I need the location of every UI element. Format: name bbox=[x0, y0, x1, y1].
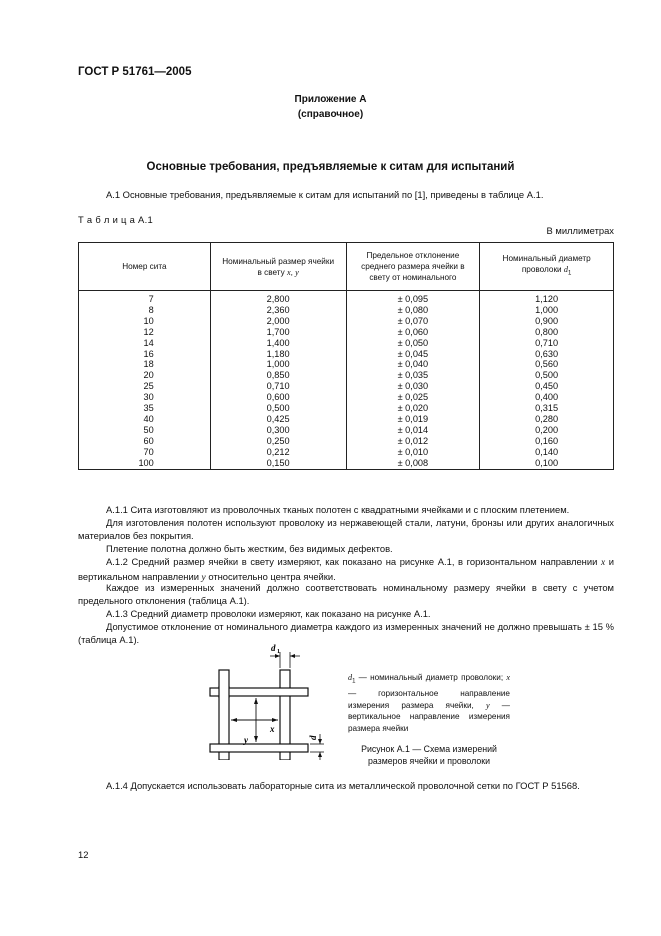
appendix-subtitle: (справочное) bbox=[297, 109, 364, 120]
section-title: Основные требования, предъявляемые к ситам для испытаний bbox=[146, 161, 515, 173]
intro-paragraph: А.1 Основные требования, предъявляемые к ситам для испытаний по [1], приведены в таблице А.1. bbox=[106, 189, 544, 200]
cell-mesh-size: 0,300 bbox=[210, 425, 346, 436]
paragraph-a12: А.1.2 Средний размер ячейки в свету измеряют, как показано на рисунке А.1, в горизонтальном направлении x и вертикальном направлении y относительно центра ячейки. bbox=[78, 556, 615, 583]
paragraph-a11: А.1.1 Сита изготовляют из проволочных тканых полотен с квадратными ячейками и с плоским плетением. bbox=[106, 504, 570, 515]
cell-tolerance: ± 0,010 bbox=[346, 447, 480, 458]
cell-sieve-number: 8 bbox=[79, 305, 211, 316]
cell-tolerance: ± 0,045 bbox=[346, 349, 480, 360]
document-code: ГОСТ Р 51761—2005 bbox=[78, 66, 192, 78]
cell-sieve-number: 20 bbox=[79, 370, 211, 381]
table-row bbox=[79, 338, 614, 349]
cell-wire-diameter: 0,500 bbox=[480, 370, 614, 381]
table-row bbox=[79, 458, 614, 469]
header-tolerance: Предельное отклонение среднего размера ячейки в свету от номинального bbox=[346, 243, 480, 291]
cell-wire-diameter: 0,200 bbox=[480, 425, 614, 436]
cell-sieve-number: 100 bbox=[79, 458, 211, 469]
table-row bbox=[79, 381, 614, 392]
table-header-row bbox=[79, 243, 614, 291]
paragraph-deviation: Допустимое отклонение от номинального диаметра каждого из измеренных значений не должно превышать ± 15 % (таблица А.1). bbox=[78, 621, 614, 645]
cell-tolerance: ± 0,060 bbox=[346, 327, 480, 338]
cell-wire-diameter: 0,800 bbox=[480, 327, 614, 338]
page-number: 12 bbox=[78, 849, 89, 860]
cell-wire-diameter: 0,710 bbox=[480, 338, 614, 349]
table-row bbox=[79, 349, 614, 360]
cell-wire-diameter: 0,160 bbox=[480, 436, 614, 447]
table-row bbox=[79, 436, 614, 447]
table-row bbox=[79, 414, 614, 425]
cell-sieve-number: 40 bbox=[79, 414, 211, 425]
cell-wire-diameter: 0,900 bbox=[480, 316, 614, 327]
table-row bbox=[79, 425, 614, 436]
cell-wire-diameter: 0,280 bbox=[480, 414, 614, 425]
paragraph-a13: А.1.3 Средний диаметр проволоки измеряют, как показано на рисунке А.1. bbox=[106, 608, 431, 619]
units-note: В миллиметрах bbox=[546, 225, 614, 236]
cell-sieve-number: 7 bbox=[79, 291, 211, 305]
d1-label-top: d bbox=[271, 643, 276, 653]
cell-wire-diameter: 0,140 bbox=[480, 447, 614, 458]
figure-legend: $d_1$ — номинальный диаметр проволоки; x — горизонтальное направление измерения размера ячейки, y — вертикальное направление измерения размера ячейки bbox=[348, 673, 510, 733]
paragraph-tolerance: Каждое из измеренных значений должно соответствовать номинальному размеру ячейки в свету с учетом предельного отклонения (таблица А.1). bbox=[78, 582, 614, 606]
cell-sieve-number: 60 bbox=[79, 436, 211, 447]
table-row bbox=[79, 316, 614, 327]
table-label: Т а б л и ц а А.1 bbox=[78, 214, 154, 225]
cell-mesh-size: 0,600 bbox=[210, 392, 346, 403]
table-row bbox=[79, 291, 614, 305]
cell-tolerance: ± 0,040 bbox=[346, 359, 480, 370]
cell-tolerance: ± 0,014 bbox=[346, 425, 480, 436]
cell-sieve-number: 70 bbox=[79, 447, 211, 458]
cell-mesh-size: 1,700 bbox=[210, 327, 346, 338]
cell-tolerance: ± 0,050 bbox=[346, 338, 480, 349]
appendix-title: Приложение А bbox=[294, 94, 367, 105]
cell-mesh-size: 0,710 bbox=[210, 381, 346, 392]
mesh-measurement-figure bbox=[200, 640, 330, 760]
cell-tolerance: ± 0,020 bbox=[346, 403, 480, 414]
x-label: x bbox=[270, 724, 275, 734]
cell-sieve-number: 18 bbox=[79, 359, 211, 370]
header-wire-diameter: Номинальный диаметр проволоки $d_1$ bbox=[480, 243, 614, 291]
cell-wire-diameter: 0,315 bbox=[480, 403, 614, 414]
sieve-table bbox=[78, 242, 614, 470]
cell-mesh-size: 2,000 bbox=[210, 316, 346, 327]
table-row bbox=[79, 403, 614, 414]
cell-mesh-size: 0,850 bbox=[210, 370, 346, 381]
cell-sieve-number: 35 bbox=[79, 403, 211, 414]
table-row bbox=[79, 359, 614, 370]
table-row bbox=[79, 447, 614, 458]
cell-mesh-size: 0,425 bbox=[210, 414, 346, 425]
cell-sieve-number: 16 bbox=[79, 349, 211, 360]
cell-tolerance: ± 0,095 bbox=[346, 291, 480, 305]
paragraph-materials: Для изготовления полотен используют проволоку из нержавеющей стали, латуни, бронзы или других аналогичных материалов без покрытия. bbox=[78, 517, 614, 541]
cell-tolerance: ± 0,030 bbox=[346, 381, 480, 392]
svg-text:1: 1 bbox=[277, 649, 280, 655]
cell-mesh-size: 1,000 bbox=[210, 359, 346, 370]
cell-wire-diameter: 1,000 bbox=[480, 305, 614, 316]
header-mesh-size: Номинальный размер ячейки в свету x, y bbox=[210, 243, 346, 291]
cell-tolerance: ± 0,080 bbox=[346, 305, 480, 316]
cell-tolerance: ± 0,008 bbox=[346, 458, 480, 469]
cell-tolerance: ± 0,012 bbox=[346, 436, 480, 447]
cell-tolerance: ± 0,025 bbox=[346, 392, 480, 403]
cell-mesh-size: 2,360 bbox=[210, 305, 346, 316]
cell-sieve-number: 14 bbox=[79, 338, 211, 349]
cell-tolerance: ± 0,070 bbox=[346, 316, 480, 327]
cell-tolerance: ± 0,019 bbox=[346, 414, 480, 425]
cell-mesh-size: 0,212 bbox=[210, 447, 346, 458]
cell-wire-diameter: 0,560 bbox=[480, 359, 614, 370]
cell-mesh-size: 0,250 bbox=[210, 436, 346, 447]
cell-wire-diameter: 0,100 bbox=[480, 458, 614, 469]
cell-mesh-size: 2,800 bbox=[210, 291, 346, 305]
cell-wire-diameter: 0,450 bbox=[480, 381, 614, 392]
paragraph-a14: А.1.4 Допускается использовать лабораторные сита из металлической проволочной сетки по ГОСТ Р 51568. bbox=[106, 780, 580, 791]
cell-mesh-size: 1,400 bbox=[210, 338, 346, 349]
cell-wire-diameter: 0,400 bbox=[480, 392, 614, 403]
table-row bbox=[79, 327, 614, 338]
figure-title-line2: размеров ячейки и проволоки bbox=[368, 756, 490, 766]
figure-title-line1: Рисунок А.1 — Схема измерений bbox=[361, 744, 497, 754]
paragraph-weave: Плетение полотна должно быть жестким, без видимых дефектов. bbox=[106, 543, 393, 554]
cell-sieve-number: 12 bbox=[79, 327, 211, 338]
y-label: y bbox=[244, 735, 248, 745]
header-sieve-number: Номер сита bbox=[79, 243, 211, 291]
cell-sieve-number: 30 bbox=[79, 392, 211, 403]
table-row bbox=[79, 392, 614, 403]
cell-wire-diameter: 1,120 bbox=[480, 291, 614, 305]
cell-mesh-size: 0,500 bbox=[210, 403, 346, 414]
cell-mesh-size: 0,150 bbox=[210, 458, 346, 469]
cell-wire-diameter: 0,630 bbox=[480, 349, 614, 360]
table-row bbox=[79, 370, 614, 381]
cell-tolerance: ± 0,035 bbox=[346, 370, 480, 381]
cell-sieve-number: 10 bbox=[79, 316, 211, 327]
table-row bbox=[79, 305, 614, 316]
horizontal-wire-bottom bbox=[210, 744, 308, 752]
cell-sieve-number: 50 bbox=[79, 425, 211, 436]
cell-mesh-size: 1,180 bbox=[210, 349, 346, 360]
d1-label-side: d bbox=[308, 735, 318, 740]
cell-sieve-number: 25 bbox=[79, 381, 211, 392]
